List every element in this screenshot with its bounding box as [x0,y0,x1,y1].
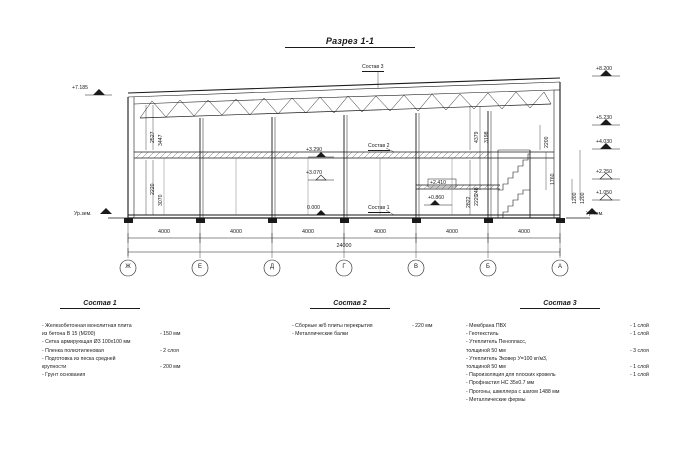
legend-1-row-5-value: - 200 мм [160,364,181,371]
callout-sostav1: Состав 1 [368,205,390,211]
axis-label-d: Д [269,264,275,270]
bay-dim-2: 4000 [230,229,242,235]
legend-3-row-6-text: - Пароизоляция для плоских кровель [466,372,556,379]
vdim-2220: 2220 [150,183,156,195]
legend-title-3: Состав 3 [520,300,600,309]
axis-label-e: Е [197,264,202,270]
legend-1-row-4-text: - Подготовка из песка средней [42,355,116,362]
elevation-mid-0860: +0.860 [428,195,445,201]
callout-sostav2: Состав 2 [368,143,390,149]
legend-1-row-5-text: крупности [42,364,67,371]
elevation-left-top: +7.185 [72,85,89,91]
elevation-right-4030: +4.030 [596,139,613,145]
legend-title-1: Состав 1 [60,300,140,309]
legend-2-row-0-text: - Сборные ж/б плиты перекрытия [292,323,373,329]
vdim-2200: 2200 [544,136,550,148]
legend-1-row-6-text: - Грунт основания [42,372,86,379]
elevation-mid-0000: 0.000 [307,205,320,211]
legend-column-3 [466,322,559,404]
legend-3-row-3-value: - 3 слоя [630,347,649,354]
legend-2-row-0-value: - 220 мм [412,323,433,329]
legend-3-row-2-text: - Утеплитель Пенопласс, [466,339,527,346]
legend-3-row-0-value: - 1 слой [630,323,649,329]
bay-dim-3: 4000 [302,229,314,235]
legend-1-row-0-text: - Железобетонная монолитная плита [42,323,132,329]
axis-label-a: А [557,264,562,270]
legend-3-row-8-text: - Прогоны, швеллера с шагом 1488 мм [466,388,560,395]
axis-label-v: В [413,264,418,270]
elevation-right-5230: +5.230 [596,115,613,121]
legend-3-row-4-text: - Утеплитель Эковер У=100 кг/м3, [466,355,548,362]
legend-3-row-0-text: - Мембрана ПВХ [466,323,507,329]
elevation-right-2250: +2.250 [596,169,613,175]
elevation-right-top: +8.200 [596,66,613,72]
elevation-mid-2410: +2.410 [430,180,447,186]
vdim-248: 248 [474,187,480,196]
axis-label-zh: Ж [125,264,131,270]
vdim-4379: 4379 [474,131,480,143]
page-title: Разрез 1-1 [285,36,415,48]
legend-1-row-2-text: - Сетка армирующая Ø3 100х100 мм [42,339,131,346]
legend-column-2 [292,322,373,338]
legend-3-row-1-text: - Геотекстиль [466,331,499,338]
legend-1-row-3-value: - 2 слоя [160,347,179,354]
legend-2-row-1-text: - Металлические балки [292,331,349,338]
legend-3-row-6-value: - 1 слой [630,372,649,379]
vdim-3198: 3198 [484,131,490,143]
vdim-2220b: 2220 [474,194,480,206]
legend-title-2: Состав 2 [310,300,390,309]
vdim-1760: 1760 [550,173,556,185]
elevation-right-1050: +1.050 [596,190,613,196]
legend-3-row-9-text: - Металлические фермы [466,396,526,403]
legend-1-row-3-text: - Пленка полиэтиленовая [42,347,104,354]
axis-label-g: Г [342,264,346,270]
legend-column-2-values [412,322,434,338]
bay-dim-5: 4000 [446,229,458,235]
legend-1-row-1-text: из бетона В 15 (М200) [42,331,96,338]
vdim-2822: 2822 [466,196,472,208]
legend-3-row-5-text: толщиной 50 мм [466,364,506,371]
vdim-3447: 3447 [158,134,164,146]
bay-dim-4: 4000 [374,229,386,235]
legend-3-row-7-text: - Профнастил НС 35х0.7 мм [466,380,535,387]
legend-column-1-values [160,322,182,379]
vdim-1200b: 1200 [580,192,586,204]
vdim-2527: 2527 [150,131,156,143]
ground-level-right: Ур.зем. [586,211,604,217]
bay-dim-6: 4000 [518,229,530,235]
legend-column-3-values [630,322,650,404]
legend-3-row-1-value: - 1 слой [630,331,649,338]
legend-1-row-1-value: - 150 мм [160,331,181,338]
axis-label-b: Б [486,264,490,270]
ground-level-left: Ур.зем. [74,211,92,217]
legend-3-row-5-value: - 1 слой [630,364,649,371]
elevation-mid-3290: +3.290 [306,147,323,153]
vdim-1200a: 1200 [572,192,578,204]
legend-column-1 [42,322,132,379]
total-dim: 24000 [336,243,352,249]
elevation-mid-3070: +3.070 [306,170,323,176]
vdim-3070: 3070 [158,194,164,206]
bay-dim-1: 4000 [158,229,170,235]
callout-sostav3: Состав 3 [362,64,384,70]
legend-3-row-3-text: толщиной 50 мм [466,347,506,354]
